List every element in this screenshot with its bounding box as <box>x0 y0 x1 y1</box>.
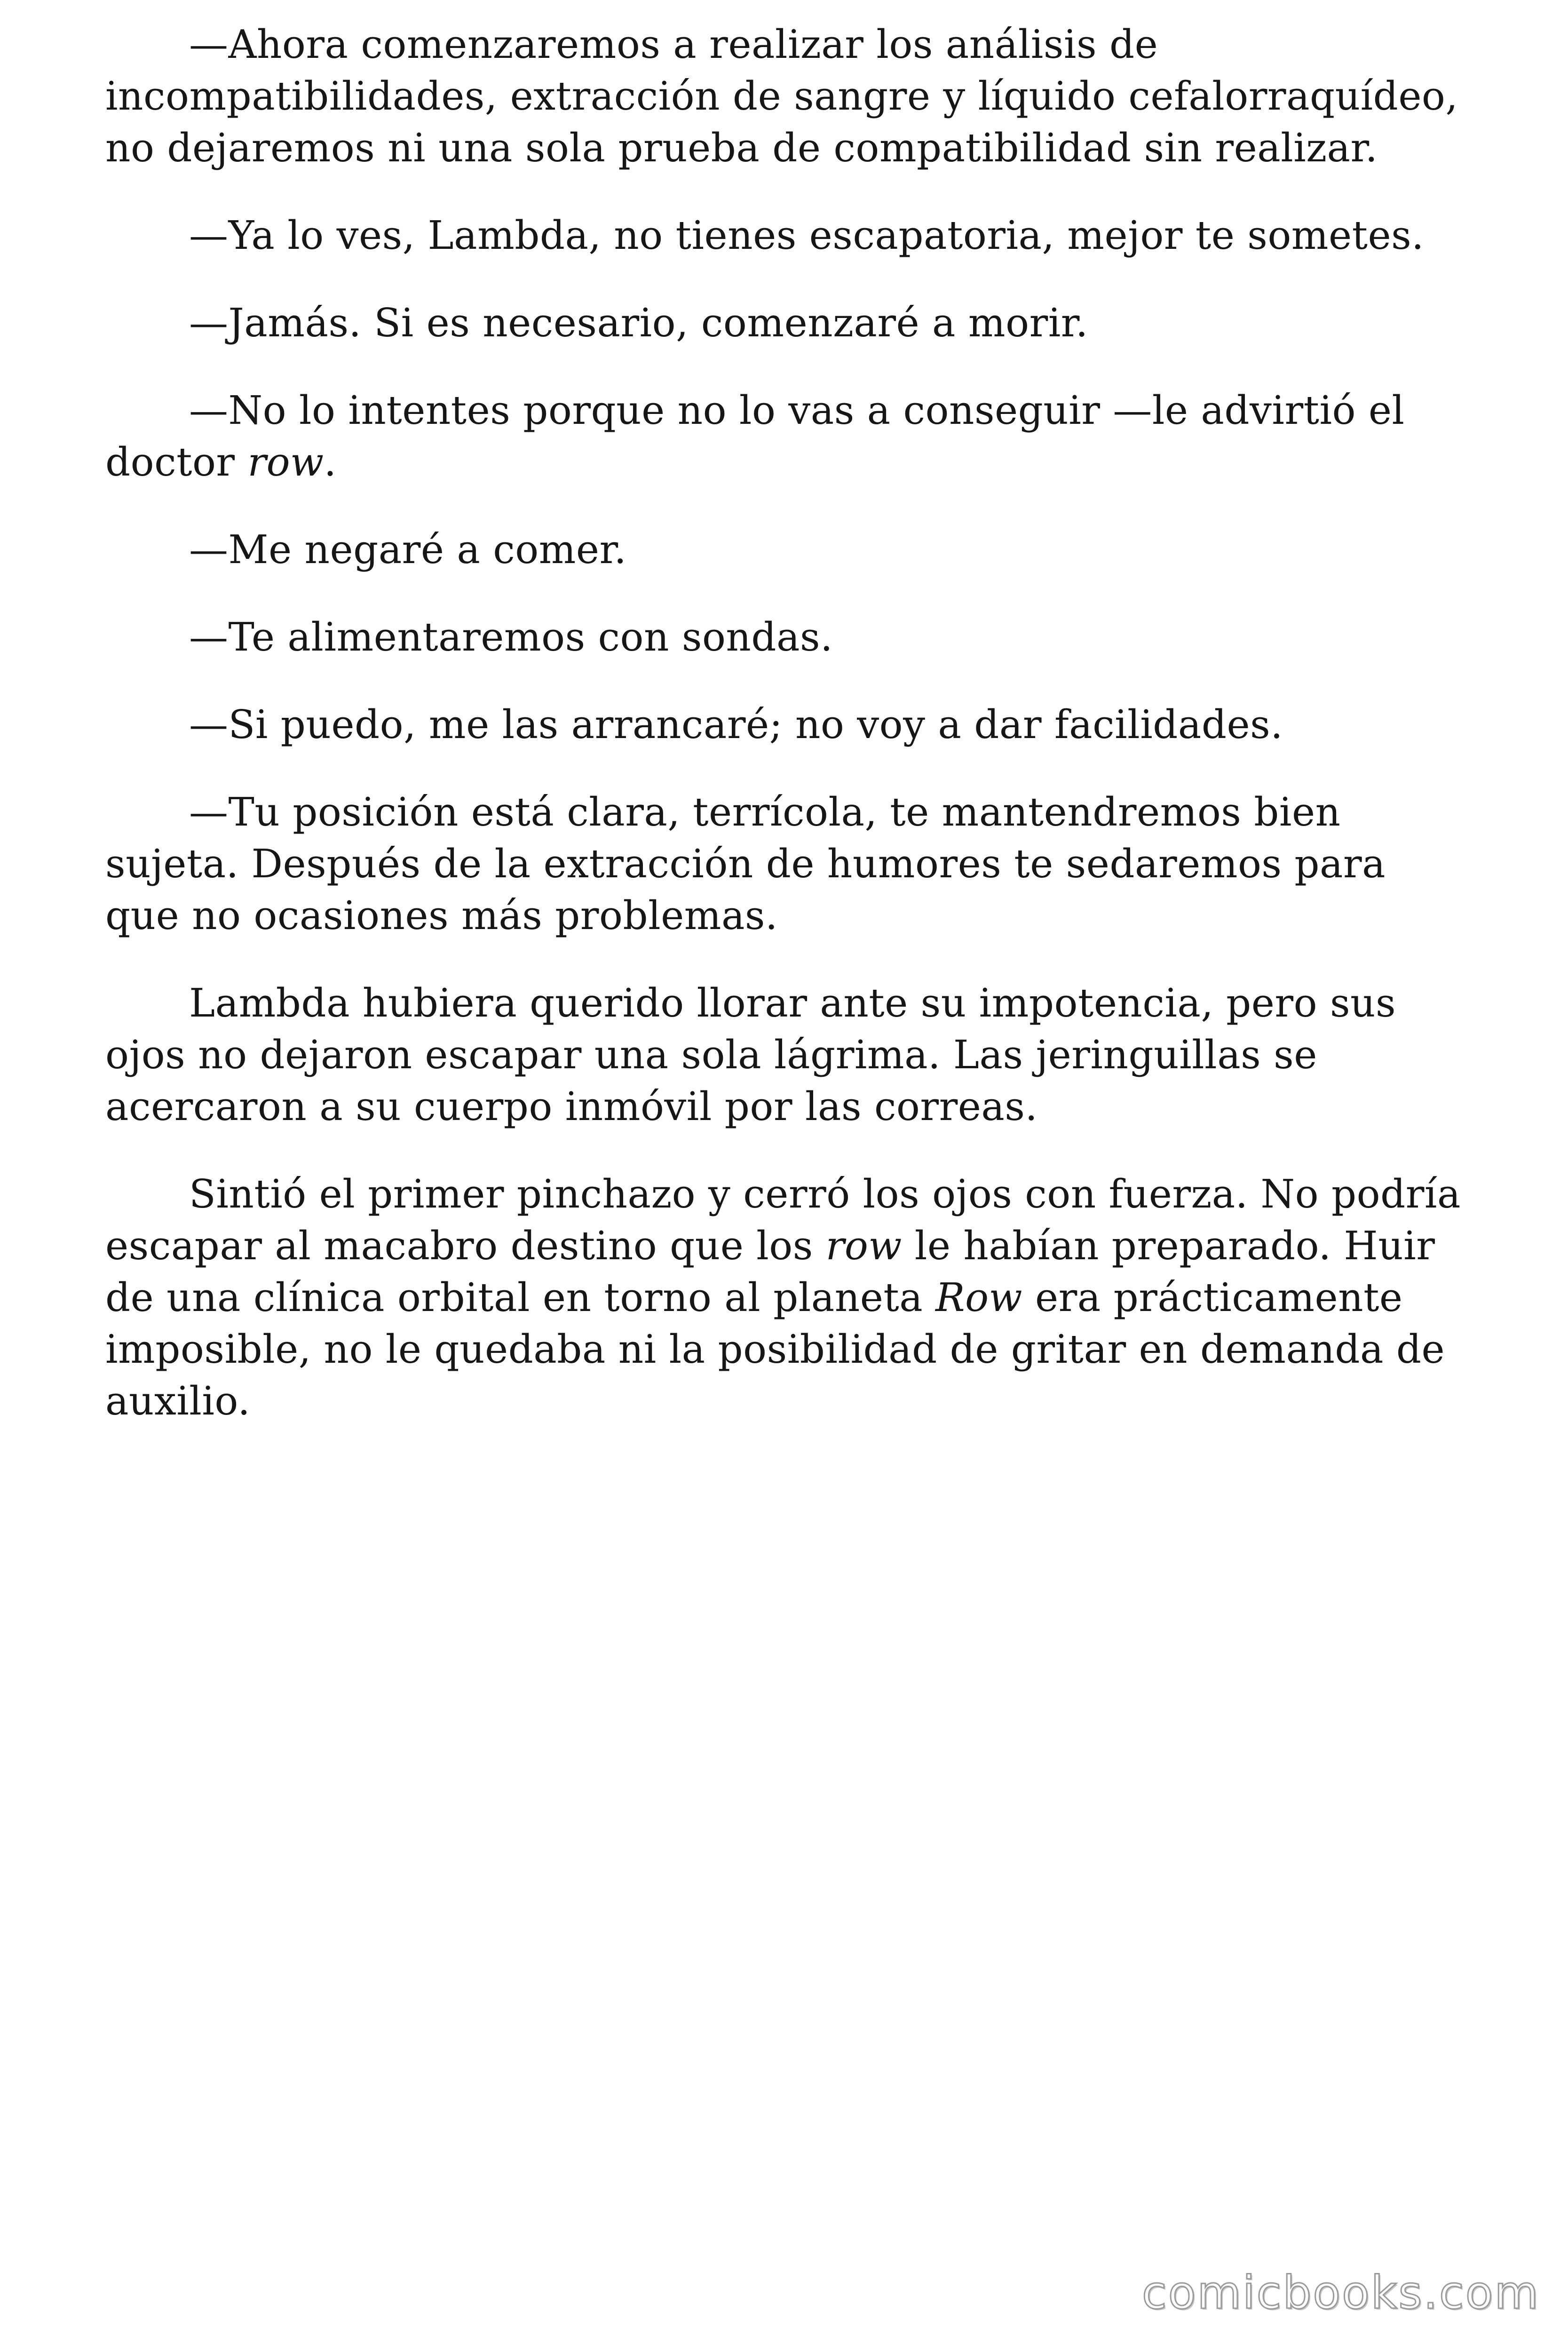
text-run: —Si puedo, me las arrancaré; no voy a dar facilidades. <box>189 702 1283 747</box>
text-run: —Tu posición está clara, terrícola, te mantendremos bien sujeta. Después de la extracción de humores te sedaremos para que no ocasiones más problemas. <box>105 789 1386 938</box>
text-run: —Jamás. Si es necesario, comenzaré a morir. <box>189 300 1088 346</box>
text-run: Sintió el primer pinchazo y cerró los ojos con fuerza. No podría escapar al macabro destino que los <box>105 1171 1461 1269</box>
paragraph <box>105 385 1469 488</box>
paragraph <box>105 1168 1469 1427</box>
paragraph <box>105 612 1469 663</box>
paragraph <box>105 210 1469 262</box>
text-run: Lambda hubiera querido llorar ante su impotencia, pero sus ojos no dejaron escapar una sola lágrima. Las jeringuillas se acercaron a su cuerpo inmóvil por las correas. <box>105 980 1396 1129</box>
text-run: le habían preparado. Huir de una clínica orbital en torno al planeta <box>105 1223 1435 1320</box>
paragraph <box>105 19 1469 174</box>
italic-text: row <box>825 1223 902 1269</box>
text-run: —Ya lo ves, Lambda, no tienes escapatoria, mejor te sometes. <box>189 213 1425 258</box>
paragraph <box>105 977 1469 1133</box>
watermark: comicbooks.com <box>1141 2266 1540 2319</box>
paragraph <box>105 297 1469 349</box>
paragraph <box>105 699 1469 751</box>
italic-text: Row <box>935 1275 1023 1320</box>
page-text <box>105 19 1469 1463</box>
italic-text: row <box>247 439 324 485</box>
paragraph <box>105 524 1469 576</box>
text-run: —No lo intentes porque no lo vas a conseguir —le advirtió el doctor <box>105 388 1405 485</box>
text-run: era prácticamente imposible, no le quedaba ni la posibilidad de gritar en demanda de auxilio. <box>105 1275 1445 1424</box>
text-run: —Ahora comenzaremos a realizar los análisis de incompatibilidades, extracción de sangre y líquido cefalorraquídeo, no dejaremos ni una sola prueba de compatibilidad sin realizar. <box>105 22 1458 171</box>
text-run: —Me negaré a comer. <box>189 527 627 572</box>
paragraph <box>105 787 1469 942</box>
text-run: —Te alimentaremos con sondas. <box>189 614 833 660</box>
text-run: . <box>324 439 337 485</box>
